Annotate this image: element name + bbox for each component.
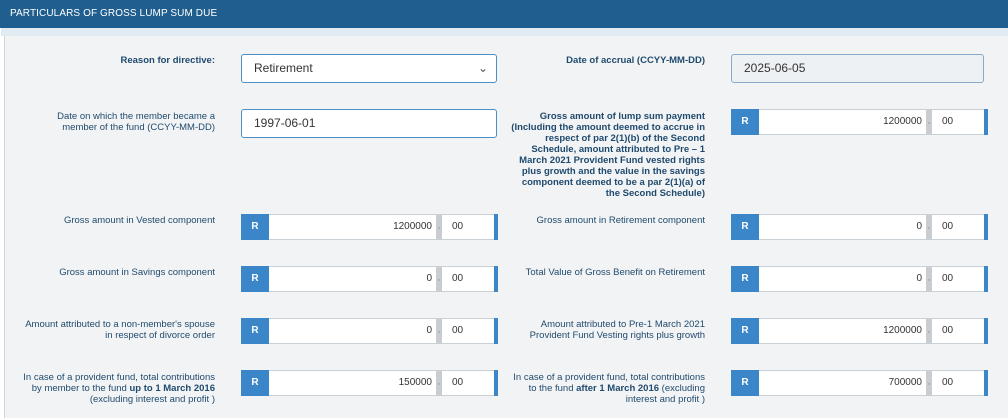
savings-label: Gross amount in Savings component bbox=[59, 267, 215, 278]
member-date-label: Date on which the member became a member of the fund (CCYY-MM-DD) bbox=[57, 111, 215, 133]
amount-field[interactable]: 0 bbox=[916, 221, 922, 232]
cents-field[interactable]: 00 bbox=[942, 221, 954, 232]
member-date-field[interactable]: 1997-06-01 bbox=[241, 109, 497, 138]
cents-field[interactable]: 00 bbox=[452, 273, 464, 284]
decimal-separator: , bbox=[926, 267, 932, 291]
decimal-separator: , bbox=[926, 110, 932, 134]
total-value-amount[interactable] bbox=[731, 266, 988, 292]
decimal-separator: , bbox=[436, 215, 442, 239]
field-end-bar bbox=[984, 109, 988, 135]
spouse-label: Amount attributed to a non-member's spouse in respect of divorce order bbox=[25, 319, 215, 341]
currency-button[interactable]: R bbox=[731, 318, 759, 344]
field-end-bar bbox=[984, 370, 988, 396]
gross-lump-amount[interactable] bbox=[731, 109, 988, 135]
chevron-down-icon: ⌄ bbox=[477, 61, 488, 75]
amount-field[interactable]: 0 bbox=[426, 325, 432, 336]
currency-button[interactable]: R bbox=[241, 370, 269, 396]
savings-amount[interactable] bbox=[241, 266, 498, 292]
field-end-bar bbox=[494, 318, 498, 344]
amount-field[interactable]: 1200000 bbox=[393, 221, 432, 232]
cents-field[interactable]: 00 bbox=[452, 221, 464, 232]
amount-field[interactable]: 1200000 bbox=[883, 116, 922, 127]
provident-after-amount[interactable] bbox=[731, 370, 988, 396]
cents-field[interactable]: 00 bbox=[452, 325, 464, 336]
reason-select[interactable] bbox=[241, 54, 497, 83]
total-value-label: Total Value of Gross Benefit on Retirement bbox=[525, 267, 705, 278]
currency-button[interactable]: R bbox=[241, 214, 269, 240]
currency-button[interactable]: R bbox=[241, 318, 269, 344]
field-end-bar bbox=[494, 214, 498, 240]
gross-lump-label: Gross amount of lump sum payment (Including the amount deemed to accrue in respect of par 2(1)(b) of the Second Schedule, amount attributed to Pre – 1 March 2021 Provident Fund vested rights plus growth and the value in the savings component deemed to be a par 2(1)(a) of the Second Schedule) bbox=[511, 111, 705, 199]
provident-before-label-pre: In case of a provident fund, total contributions by member to the fund bbox=[23, 372, 215, 394]
amount-field[interactable]: 700000 bbox=[888, 377, 922, 388]
retirement-comp-label: Gross amount in Retirement component bbox=[536, 215, 705, 226]
cents-field[interactable]: 00 bbox=[942, 325, 954, 336]
amount-field[interactable]: 1200000 bbox=[883, 325, 922, 336]
currency-button[interactable]: R bbox=[731, 370, 759, 396]
field-end-bar bbox=[984, 214, 988, 240]
decimal-separator: , bbox=[926, 371, 932, 395]
pre2021-amount[interactable] bbox=[731, 318, 988, 344]
reason-label: Reason for directive: bbox=[120, 55, 215, 66]
panel-title: PARTICULARS OF GROSS LUMP SUM DUE bbox=[0, 0, 1008, 28]
provident-after-label-pre: In case of a provident fund, total contributions to the fund bbox=[513, 372, 705, 394]
vested-amount[interactable] bbox=[241, 214, 498, 240]
cents-field[interactable]: 00 bbox=[452, 377, 464, 388]
decimal-separator: , bbox=[926, 319, 932, 343]
accrual-label: Date of accrual (CCYY-MM-DD) bbox=[566, 55, 705, 66]
field-end-bar bbox=[984, 266, 988, 292]
decimal-separator: , bbox=[436, 371, 442, 395]
field-end-bar bbox=[984, 318, 988, 344]
reason-value: Retirement bbox=[254, 61, 313, 75]
field-end-bar bbox=[494, 266, 498, 292]
amount-field[interactable]: 0 bbox=[426, 273, 432, 284]
pre2021-label: Amount attributed to Pre-1 March 2021 Provident Fund Vesting rights plus growth bbox=[529, 319, 705, 341]
field-end-bar bbox=[494, 370, 498, 396]
amount-field[interactable]: 150000 bbox=[398, 377, 432, 388]
currency-button[interactable]: R bbox=[731, 109, 759, 135]
cents-field[interactable]: 00 bbox=[942, 116, 954, 127]
retirement-comp-amount[interactable] bbox=[731, 214, 988, 240]
spouse-amount[interactable] bbox=[241, 318, 498, 344]
decimal-separator: , bbox=[926, 215, 932, 239]
provident-before-label bbox=[14, 372, 215, 405]
provident-before-label-post: (excluding interest and profit ) bbox=[89, 394, 215, 405]
provident-after-label bbox=[505, 372, 705, 405]
vested-label: Gross amount in Vested component bbox=[63, 215, 215, 226]
provident-after-label-post: (excluding interest and profit ) bbox=[625, 383, 705, 405]
provident-after-label-bold: after 1 March 2016 bbox=[576, 383, 660, 394]
provident-before-label-bold: up to 1 March 2016 bbox=[129, 383, 215, 394]
cents-field[interactable]: 00 bbox=[942, 273, 954, 284]
provident-before-amount[interactable] bbox=[241, 370, 498, 396]
currency-button[interactable]: R bbox=[731, 266, 759, 292]
cents-field[interactable]: 00 bbox=[942, 377, 954, 388]
currency-button[interactable]: R bbox=[241, 266, 269, 292]
decimal-separator: , bbox=[436, 319, 442, 343]
amount-field[interactable]: 0 bbox=[916, 273, 922, 284]
accrual-date-field[interactable]: 2025-06-05 bbox=[731, 54, 984, 83]
decimal-separator: , bbox=[436, 267, 442, 291]
currency-button[interactable]: R bbox=[731, 214, 759, 240]
